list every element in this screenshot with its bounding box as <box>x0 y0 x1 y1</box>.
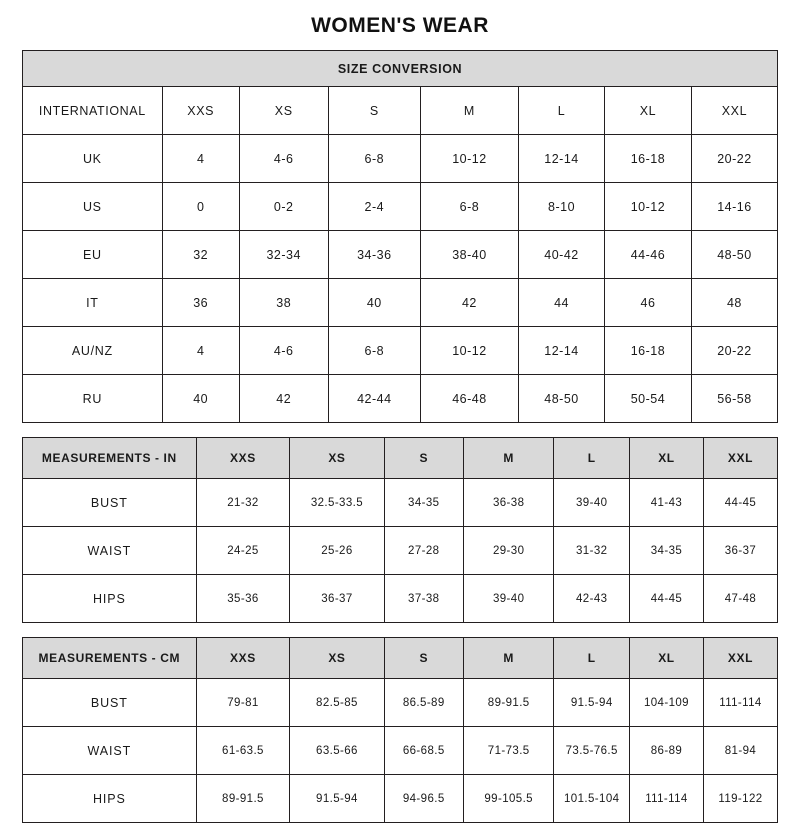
cell-uk-l: 12-14 <box>519 135 605 183</box>
row-label-it: IT <box>23 279 163 327</box>
row-label-cm-waist: WAIST <box>23 727 197 775</box>
column-header-l: L <box>519 87 605 135</box>
cell-in-hips-xl: 44-45 <box>629 575 703 623</box>
cell-cm-waist-l: 73.5-76.5 <box>554 727 629 775</box>
cell-eu-xxs: 32 <box>162 231 239 279</box>
cell-cm-bust-s: 86.5-89 <box>384 679 463 727</box>
cell-it-xs: 38 <box>239 279 328 327</box>
cell-aunz-s: 6-8 <box>328 327 420 375</box>
cell-in-bust-xxl: 44-45 <box>703 479 777 527</box>
cell-cm-hips-xs: 91.5-94 <box>290 775 384 823</box>
cell-eu-s: 34-36 <box>328 231 420 279</box>
cell-ru-s: 42-44 <box>328 375 420 423</box>
row-label-uk: UK <box>23 135 163 183</box>
cell-in-bust-m: 36-38 <box>463 479 554 527</box>
cell-uk-m: 10-12 <box>420 135 518 183</box>
cell-in-bust-xs: 32.5-33.5 <box>290 479 384 527</box>
column-header-xl: XL <box>605 87 692 135</box>
cell-cm-hips-l: 101.5-104 <box>554 775 629 823</box>
cell-in-waist-xxl: 36-37 <box>703 527 777 575</box>
cell-in-waist-xxs: 24-25 <box>196 527 290 575</box>
table-row-band <box>23 51 778 87</box>
cell-aunz-m: 10-12 <box>420 327 518 375</box>
cell-it-l: 44 <box>519 279 605 327</box>
cell-uk-xl: 16-18 <box>605 135 692 183</box>
column-header-cm-xxl: XXL <box>703 638 777 679</box>
measurements-in-header-label: MEASUREMENTS - IN <box>23 438 197 479</box>
cell-in-waist-s: 27-28 <box>384 527 463 575</box>
cell-in-bust-s: 34-35 <box>384 479 463 527</box>
cell-cm-waist-m: 71-73.5 <box>463 727 554 775</box>
cell-cm-bust-xxs: 79-81 <box>196 679 290 727</box>
cell-uk-xxs: 4 <box>162 135 239 183</box>
cell-cm-bust-xs: 82.5-85 <box>290 679 384 727</box>
table-row-header <box>23 87 778 135</box>
cell-cm-hips-xxs: 89-91.5 <box>196 775 290 823</box>
cell-in-waist-m: 29-30 <box>463 527 554 575</box>
table-row-header <box>23 638 778 679</box>
cell-cm-waist-xs: 63.5-66 <box>290 727 384 775</box>
column-header-cm-s: S <box>384 638 463 679</box>
column-header-cm-xs: XS <box>290 638 384 679</box>
cell-aunz-xxl: 20-22 <box>691 327 777 375</box>
cell-cm-hips-s: 94-96.5 <box>384 775 463 823</box>
column-header-xxl: XXL <box>691 87 777 135</box>
cell-uk-s: 6-8 <box>328 135 420 183</box>
column-header-in-xxl: XXL <box>703 438 777 479</box>
cell-eu-xl: 44-46 <box>605 231 692 279</box>
cell-cm-waist-xxl: 81-94 <box>703 727 777 775</box>
table-row-header <box>23 438 778 479</box>
column-header-international: INTERNATIONAL <box>23 87 163 135</box>
cell-ru-xl: 50-54 <box>605 375 692 423</box>
row-label-cm-bust: BUST <box>23 679 197 727</box>
row-label-in-bust: BUST <box>23 479 197 527</box>
cell-in-bust-xxs: 21-32 <box>196 479 290 527</box>
table-row <box>23 775 778 823</box>
cell-us-xs: 0-2 <box>239 183 328 231</box>
cell-eu-m: 38-40 <box>420 231 518 279</box>
cell-it-xxs: 36 <box>162 279 239 327</box>
cell-it-xl: 46 <box>605 279 692 327</box>
table-row <box>23 279 778 327</box>
row-label-eu: EU <box>23 231 163 279</box>
row-label-ru: RU <box>23 375 163 423</box>
cell-ru-xxs: 40 <box>162 375 239 423</box>
column-header-in-m: M <box>463 438 554 479</box>
table-row <box>23 183 778 231</box>
row-label-us: US <box>23 183 163 231</box>
column-header-xxs: XXS <box>162 87 239 135</box>
column-header-xs: XS <box>239 87 328 135</box>
cell-eu-xs: 32-34 <box>239 231 328 279</box>
cell-cm-bust-l: 91.5-94 <box>554 679 629 727</box>
table-row <box>23 231 778 279</box>
column-header-cm-m: M <box>463 638 554 679</box>
cell-cm-bust-xxl: 111-114 <box>703 679 777 727</box>
table-row <box>23 679 778 727</box>
column-header-in-xs: XS <box>290 438 384 479</box>
cell-aunz-xxs: 4 <box>162 327 239 375</box>
cell-in-waist-xl: 34-35 <box>629 527 703 575</box>
column-header-s: S <box>328 87 420 135</box>
cell-us-m: 6-8 <box>420 183 518 231</box>
cell-in-hips-xs: 36-37 <box>290 575 384 623</box>
cell-cm-bust-m: 89-91.5 <box>463 679 554 727</box>
size-conversion-table <box>22 50 778 423</box>
cell-in-hips-xxl: 47-48 <box>703 575 777 623</box>
cell-in-waist-l: 31-32 <box>554 527 629 575</box>
cell-ru-m: 46-48 <box>420 375 518 423</box>
measurements-cm-table <box>22 637 778 823</box>
cell-aunz-xl: 16-18 <box>605 327 692 375</box>
cell-us-l: 8-10 <box>519 183 605 231</box>
size-conversion-band-label: SIZE CONVERSION <box>23 51 778 87</box>
cell-ru-xs: 42 <box>239 375 328 423</box>
cell-aunz-l: 12-14 <box>519 327 605 375</box>
cell-cm-bust-xl: 104-109 <box>629 679 703 727</box>
cell-ru-xxl: 56-58 <box>691 375 777 423</box>
measurements-inches-table <box>22 437 778 623</box>
cell-it-m: 42 <box>420 279 518 327</box>
cell-cm-hips-m: 99-105.5 <box>463 775 554 823</box>
table-row <box>23 479 778 527</box>
cell-in-hips-l: 42-43 <box>554 575 629 623</box>
cell-eu-l: 40-42 <box>519 231 605 279</box>
cell-uk-xxl: 20-22 <box>691 135 777 183</box>
cell-us-xl: 10-12 <box>605 183 692 231</box>
table-row <box>23 327 778 375</box>
cell-us-xxs: 0 <box>162 183 239 231</box>
cell-us-s: 2-4 <box>328 183 420 231</box>
column-header-cm-xxs: XXS <box>196 638 290 679</box>
cell-it-s: 40 <box>328 279 420 327</box>
cell-aunz-xs: 4-6 <box>239 327 328 375</box>
table-row <box>23 727 778 775</box>
cell-it-xxl: 48 <box>691 279 777 327</box>
cell-cm-waist-s: 66-68.5 <box>384 727 463 775</box>
cell-cm-waist-xxs: 61-63.5 <box>196 727 290 775</box>
cell-uk-xs: 4-6 <box>239 135 328 183</box>
cell-in-waist-xs: 25-26 <box>290 527 384 575</box>
column-header-cm-xl: XL <box>629 638 703 679</box>
page-title: WOMEN'S WEAR <box>311 14 489 37</box>
measurements-cm-header-label: MEASUREMENTS - CM <box>23 638 197 679</box>
cell-eu-xxl: 48-50 <box>691 231 777 279</box>
cell-cm-hips-xl: 111-114 <box>629 775 703 823</box>
cell-in-hips-s: 37-38 <box>384 575 463 623</box>
table-row <box>23 575 778 623</box>
table-row <box>23 135 778 183</box>
cell-in-hips-xxs: 35-36 <box>196 575 290 623</box>
cell-in-bust-xl: 41-43 <box>629 479 703 527</box>
cell-ru-l: 48-50 <box>519 375 605 423</box>
column-header-in-xxs: XXS <box>196 438 290 479</box>
row-label-in-hips: HIPS <box>23 575 197 623</box>
column-header-in-s: S <box>384 438 463 479</box>
table-row <box>23 527 778 575</box>
table-row <box>23 375 778 423</box>
column-header-in-l: L <box>554 438 629 479</box>
row-label-cm-hips: HIPS <box>23 775 197 823</box>
column-header-in-xl: XL <box>629 438 703 479</box>
cell-in-bust-l: 39-40 <box>554 479 629 527</box>
row-label-aunz: AU/NZ <box>23 327 163 375</box>
cell-in-hips-m: 39-40 <box>463 575 554 623</box>
column-header-cm-l: L <box>554 638 629 679</box>
column-header-m: M <box>420 87 518 135</box>
cell-cm-waist-xl: 86-89 <box>629 727 703 775</box>
row-label-in-waist: WAIST <box>23 527 197 575</box>
cell-cm-hips-xxl: 119-122 <box>703 775 777 823</box>
cell-us-xxl: 14-16 <box>691 183 777 231</box>
